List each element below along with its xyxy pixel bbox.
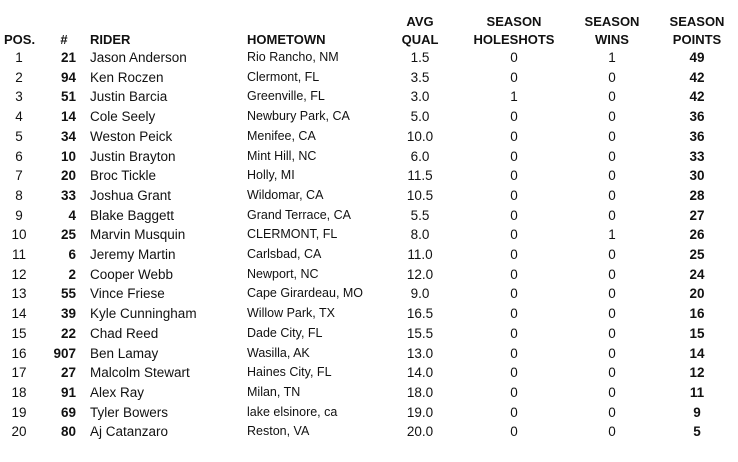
cell-points: 27 — [689, 207, 705, 223]
cell-avg-qual: 19.0 — [406, 404, 434, 420]
cell-holeshots: 0 — [510, 247, 518, 262]
table-row — [0, 245, 738, 265]
cell-points: 14 — [689, 345, 705, 361]
cell-wins: 0 — [608, 168, 616, 184]
cell-wins: 0 — [608, 89, 616, 105]
cell-wins: 0 — [608, 148, 616, 164]
header-holeshots-line1: SEASON — [486, 14, 542, 29]
cell-wins: 0 — [608, 404, 616, 420]
cell-holeshots: 0 — [510, 187, 518, 203]
cell-holeshots: 0 — [510, 266, 518, 282]
cell-pos: 11 — [11, 247, 26, 262]
cell-pos: 17 — [11, 365, 27, 381]
cell-pos: 4 — [15, 109, 23, 125]
cell-wins: 0 — [608, 247, 616, 262]
header-pos: POS. — [4, 32, 36, 47]
cell-number: 25 — [60, 227, 76, 243]
cell-avg-qual: 20.0 — [406, 424, 434, 440]
cell-pos: 12 — [11, 266, 27, 282]
cell-wins: 0 — [608, 384, 616, 400]
table-row — [0, 403, 738, 423]
cell-hometown: Holly, MI — [247, 168, 295, 183]
cell-number: 4 — [68, 207, 76, 223]
cell-holeshots: 0 — [510, 404, 518, 420]
cell-hometown: Greenville, FL — [247, 89, 325, 104]
cell-hometown: CLERMONT, FL — [247, 227, 338, 242]
cell-hometown: Wasilla, AK — [247, 345, 310, 360]
cell-wins: 0 — [608, 306, 616, 322]
cell-holeshots: 0 — [510, 50, 518, 65]
cell-rider: Vince Friese — [90, 286, 165, 302]
cell-hometown: Reston, VA — [247, 424, 310, 439]
cell-number: 22 — [60, 325, 76, 341]
table-row — [0, 48, 738, 68]
cell-holeshots: 0 — [510, 325, 518, 341]
cell-pos: 10 — [11, 227, 27, 243]
table-row — [0, 363, 738, 383]
cell-wins: 1 — [608, 50, 616, 65]
cell-pos: 9 — [15, 207, 23, 223]
cell-rider: Aj Catanzaro — [90, 424, 169, 440]
table-row — [0, 127, 738, 147]
cell-wins: 0 — [608, 325, 616, 341]
cell-number: 91 — [60, 384, 76, 400]
cell-hometown: Milan, TN — [247, 384, 301, 399]
cell-pos: 20 — [11, 424, 27, 440]
cell-pos: 16 — [11, 345, 27, 361]
cell-holeshots: 0 — [510, 286, 518, 302]
cell-pos: 19 — [11, 404, 27, 420]
cell-number: 907 — [53, 345, 76, 361]
cell-holeshots: 0 — [510, 424, 518, 440]
cell-hometown: Menifee, CA — [247, 128, 316, 143]
table-row — [0, 166, 738, 186]
cell-holeshots: 0 — [510, 306, 518, 322]
cell-wins: 0 — [608, 365, 616, 381]
cell-avg-qual: 3.0 — [410, 89, 430, 105]
cell-hometown: Clermont, FL — [247, 69, 320, 84]
cell-number: 27 — [60, 365, 76, 381]
cell-avg-qual: 11.5 — [407, 168, 433, 184]
cell-avg-qual: 8.0 — [410, 227, 430, 243]
cell-holeshots: 0 — [510, 128, 518, 144]
cell-wins: 0 — [608, 187, 616, 203]
cell-hometown: Haines City, FL — [247, 365, 332, 380]
cell-holeshots: 0 — [510, 207, 518, 223]
cell-points: 28 — [689, 187, 705, 203]
cell-holeshots: 0 — [510, 148, 518, 164]
cell-hometown: Willow Park, TX — [247, 306, 335, 321]
cell-avg-qual: 13.0 — [406, 345, 434, 361]
cell-holeshots: 0 — [510, 168, 518, 184]
cell-pos: 14 — [11, 306, 27, 322]
cell-avg-qual: 9.0 — [410, 286, 430, 302]
cell-wins: 0 — [608, 345, 616, 361]
header-number: # — [60, 32, 68, 47]
cell-holeshots: 0 — [510, 69, 518, 85]
table-row — [0, 107, 738, 127]
cell-wins: 1 — [608, 227, 616, 243]
table-row — [0, 206, 738, 226]
cell-hometown: lake elsinore, ca — [247, 404, 338, 419]
cell-points: 5 — [693, 424, 701, 440]
cell-hometown: Cape Girardeau, MO — [247, 286, 364, 301]
cell-avg-qual: 3.5 — [410, 69, 430, 85]
cell-number: 21 — [60, 50, 76, 65]
table-row — [0, 265, 738, 285]
cell-rider: Weston Peick — [90, 128, 173, 144]
cell-avg-qual: 5.5 — [410, 207, 430, 223]
cell-avg-qual: 18.0 — [406, 384, 434, 400]
header-wins-line1: SEASON — [584, 14, 640, 29]
cell-holeshots: 0 — [510, 345, 518, 361]
cell-rider: Alex Ray — [90, 384, 145, 400]
cell-rider: Chad Reed — [90, 325, 159, 341]
cell-number: 20 — [60, 168, 76, 184]
table-row — [0, 304, 738, 324]
cell-points: 42 — [689, 89, 705, 105]
cell-avg-qual: 10.0 — [406, 128, 434, 144]
cell-pos: 6 — [15, 148, 23, 164]
cell-number: 69 — [60, 404, 76, 420]
table-row — [0, 344, 738, 364]
cell-rider: Justin Barcia — [90, 89, 168, 105]
cell-rider: Ben Lamay — [90, 345, 159, 361]
cell-rider: Ken Roczen — [90, 69, 164, 85]
cell-pos: 7 — [15, 168, 23, 184]
cell-wins: 0 — [608, 286, 616, 302]
table-row — [0, 422, 738, 442]
table-row — [0, 225, 738, 245]
cell-rider: Jeremy Martin — [90, 247, 176, 262]
header-rider: RIDER — [90, 32, 131, 47]
cell-pos: 13 — [11, 286, 27, 302]
cell-holeshots: 0 — [510, 365, 518, 381]
cell-hometown: Wildomar, CA — [247, 187, 324, 202]
cell-avg-qual: 16.5 — [406, 306, 434, 322]
cell-avg-qual: 6.0 — [410, 148, 430, 164]
cell-rider: Marvin Musquin — [90, 227, 186, 243]
header-avg-qual-line1: AVG — [406, 14, 434, 29]
cell-points: 30 — [689, 168, 705, 184]
cell-points: 26 — [689, 227, 705, 243]
cell-number: 2 — [68, 266, 76, 282]
cell-points: 11 — [689, 384, 705, 400]
cell-rider: Kyle Cunningham — [90, 306, 197, 322]
cell-holeshots: 0 — [510, 227, 518, 243]
cell-avg-qual: 14.0 — [406, 365, 434, 381]
header-holeshots-line2: HOLESHOTS — [473, 32, 555, 47]
cell-pos: 3 — [15, 89, 23, 105]
cell-rider: Joshua Grant — [90, 187, 172, 203]
cell-wins: 0 — [608, 207, 616, 223]
cell-pos: 15 — [11, 325, 27, 341]
table-row — [0, 284, 738, 304]
header-avg-qual-line2: QUAL — [401, 32, 439, 47]
cell-holeshots: 0 — [510, 109, 518, 125]
table-row — [0, 147, 738, 167]
cell-hometown: Carlsbad, CA — [247, 247, 322, 261]
cell-points: 36 — [689, 128, 705, 144]
cell-points: 24 — [689, 266, 705, 282]
cell-wins: 0 — [608, 424, 616, 440]
cell-number: 55 — [60, 286, 76, 302]
cell-holeshots: 1 — [510, 89, 518, 105]
cell-rider: Tyler Bowers — [90, 404, 169, 420]
cell-number: 34 — [60, 128, 76, 144]
cell-points: 15 — [689, 325, 705, 341]
cell-points: 20 — [689, 286, 705, 302]
cell-points: 16 — [689, 306, 705, 322]
cell-pos: 18 — [11, 384, 27, 400]
cell-rider: Broc Tickle — [90, 168, 157, 184]
table-row — [0, 383, 738, 403]
cell-number: 6 — [68, 247, 76, 262]
cell-rider: Blake Baggett — [90, 207, 175, 223]
cell-hometown: Dade City, FL — [247, 325, 323, 340]
cell-hometown: Grand Terrace, CA — [247, 207, 351, 222]
cell-avg-qual: 1.5 — [410, 50, 430, 65]
header-points-line1: SEASON — [669, 14, 725, 29]
cell-rider: Justin Brayton — [90, 148, 176, 164]
table-row — [0, 186, 738, 206]
cell-rider: Jason Anderson — [90, 50, 187, 65]
cell-points: 49 — [689, 50, 705, 65]
cell-points: 36 — [689, 109, 705, 125]
cell-rider: Cole Seely — [90, 109, 156, 125]
cell-points: 42 — [689, 69, 705, 85]
cell-wins: 0 — [608, 69, 616, 85]
cell-avg-qual: 5.0 — [410, 109, 430, 125]
cell-number: 33 — [60, 187, 76, 203]
cell-number: 94 — [60, 69, 76, 85]
cell-points: 33 — [689, 148, 705, 164]
table-row — [0, 87, 738, 107]
cell-number: 80 — [60, 424, 76, 440]
cell-number: 10 — [60, 148, 76, 164]
cell-hometown: Newport, NC — [247, 266, 319, 281]
cell-pos: 8 — [15, 187, 23, 203]
cell-hometown: Rio Rancho, NM — [247, 50, 339, 64]
cell-avg-qual: 12.0 — [406, 266, 434, 282]
cell-holeshots: 0 — [510, 384, 518, 400]
cell-pos: 2 — [15, 69, 23, 85]
cell-wins: 0 — [608, 266, 616, 282]
cell-avg-qual: 10.5 — [406, 187, 434, 203]
table-row — [0, 68, 738, 88]
cell-points: 9 — [693, 404, 701, 420]
cell-pos: 5 — [15, 128, 23, 144]
cell-rider: Malcolm Stewart — [90, 365, 190, 381]
cell-number: 14 — [60, 109, 76, 125]
cell-hometown: Mint Hill, NC — [247, 148, 317, 163]
table-row — [0, 324, 738, 344]
header-points-line2: POINTS — [672, 32, 722, 47]
cell-number: 39 — [60, 306, 76, 322]
cell-points: 12 — [689, 365, 705, 381]
cell-avg-qual: 11.0 — [407, 247, 433, 262]
cell-pos: 1 — [15, 50, 23, 65]
cell-avg-qual: 15.5 — [406, 325, 434, 341]
cell-hometown: Newbury Park, CA — [247, 109, 350, 124]
header-hometown: HOMETOWN — [247, 32, 326, 47]
cell-wins: 0 — [608, 128, 616, 144]
cell-number: 51 — [60, 89, 76, 105]
header-wins-line2: WINS — [595, 32, 629, 47]
cell-wins: 0 — [608, 109, 616, 125]
cell-rider: Cooper Webb — [90, 266, 174, 282]
cell-points: 25 — [689, 247, 705, 262]
